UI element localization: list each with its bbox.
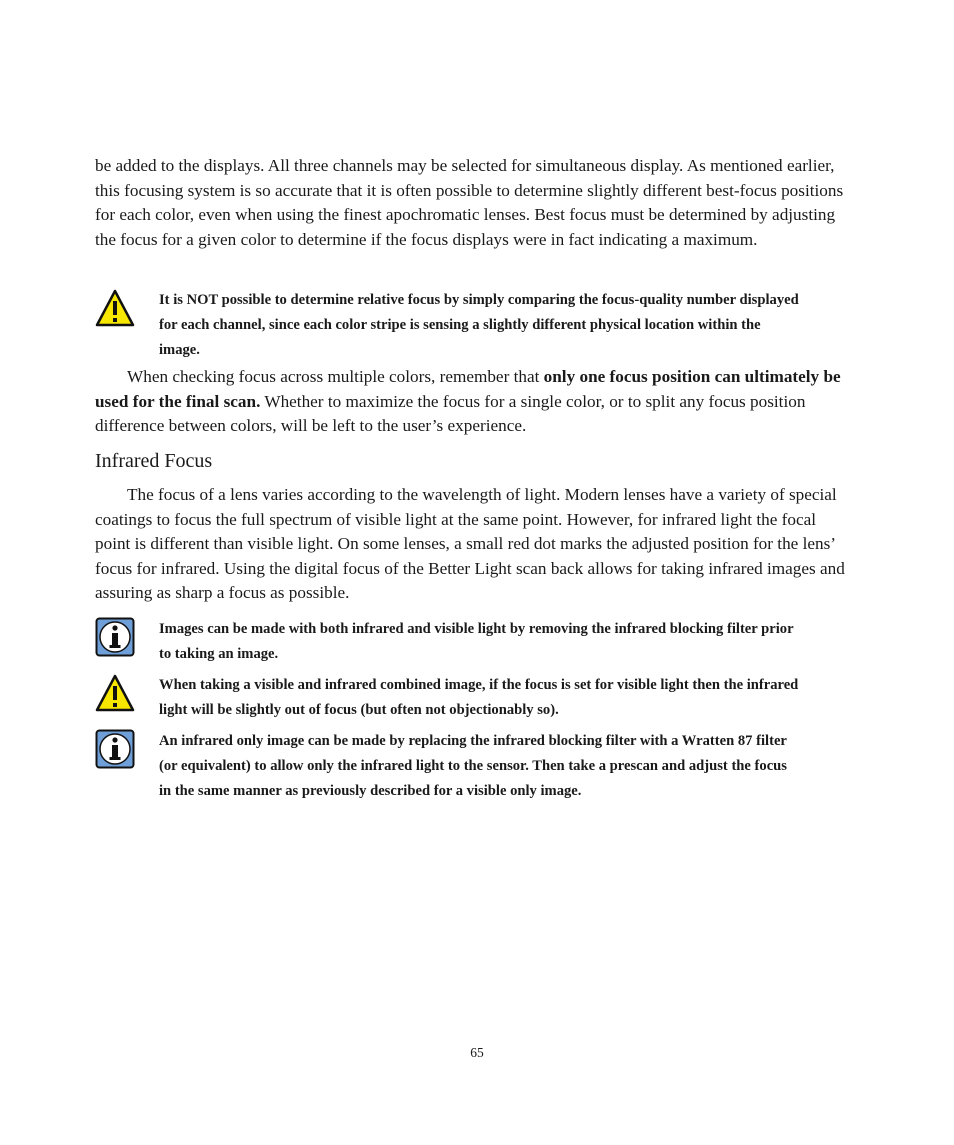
info-note-2 — [95, 729, 855, 829]
paragraph-multiple-colors — [95, 365, 855, 439]
warning-note-2 — [95, 673, 855, 723]
section-heading: Infrared Focus — [95, 450, 213, 472]
info-text-1: Images can be made with both infrared and visible light by removing the infrared blocking filter prior to taking an image. — [159, 621, 794, 662]
text-run: Whether to maximize the focus for a single color, or to split any focus position difference between colors, will be left to the user’s experience. — [95, 391, 806, 436]
warning-text-2: When taking a visible and infrared combined image, if the focus is set for visible light then the infrared light will be slightly out of focus (but often not objectionably so). — [159, 677, 799, 718]
emphasis-text: only one focus position can ultimately be used for the final scan. — [95, 367, 841, 411]
info-text-2: An infrared only image can be made by replacing the infrared blocking filter with a Wratten 87 filter (or equivalent) to allow only the infrared light to the sensor. Then take a prescan and adjust the focus in the same manner as previously described for a visible only image. — [159, 733, 787, 799]
paragraph-infrared: The focus of a lens varies according to the wavelength of light. Modern lenses have a variety of special coatings to focus the full spectrum of visible light at the same point. However, for infrared light the focal point is different than visible light. On some lenses, a small red dot marks the adjusted position for the lens’ focus for infrared. Using the digital focus of the Better Light scan back allows for taking infrared images and assuring as sharp a focus as possible. — [95, 485, 845, 603]
info-note-1 — [95, 617, 855, 667]
warning-note-1 — [95, 288, 855, 363]
page-number: 65 — [470, 1045, 484, 1060]
text-run: When checking focus across multiple colors, remember that — [127, 367, 544, 386]
warning-triangle-icon — [95, 288, 135, 328]
info-icon — [95, 617, 135, 657]
warning-triangle-icon — [95, 673, 135, 713]
info-icon — [95, 729, 135, 769]
paragraph-continued: be added to the displays. All three channels may be selected for simultaneous display. As mentioned earlier, this focusing system is so accurate that it is often possible to determine slightly different best-focus positions for each color, even when using the finest apochromatic lenses. Best focus must be determined by adjusting the focus for a given color to determine if the focus displays were in fact indicating a maximum. — [95, 156, 844, 249]
warning-text-1: It is NOT possible to determine relative focus by simply comparing the focus-quality number displayed for each channel, since each color stripe is sensing a slightly different physical location within the image. — [159, 292, 799, 358]
